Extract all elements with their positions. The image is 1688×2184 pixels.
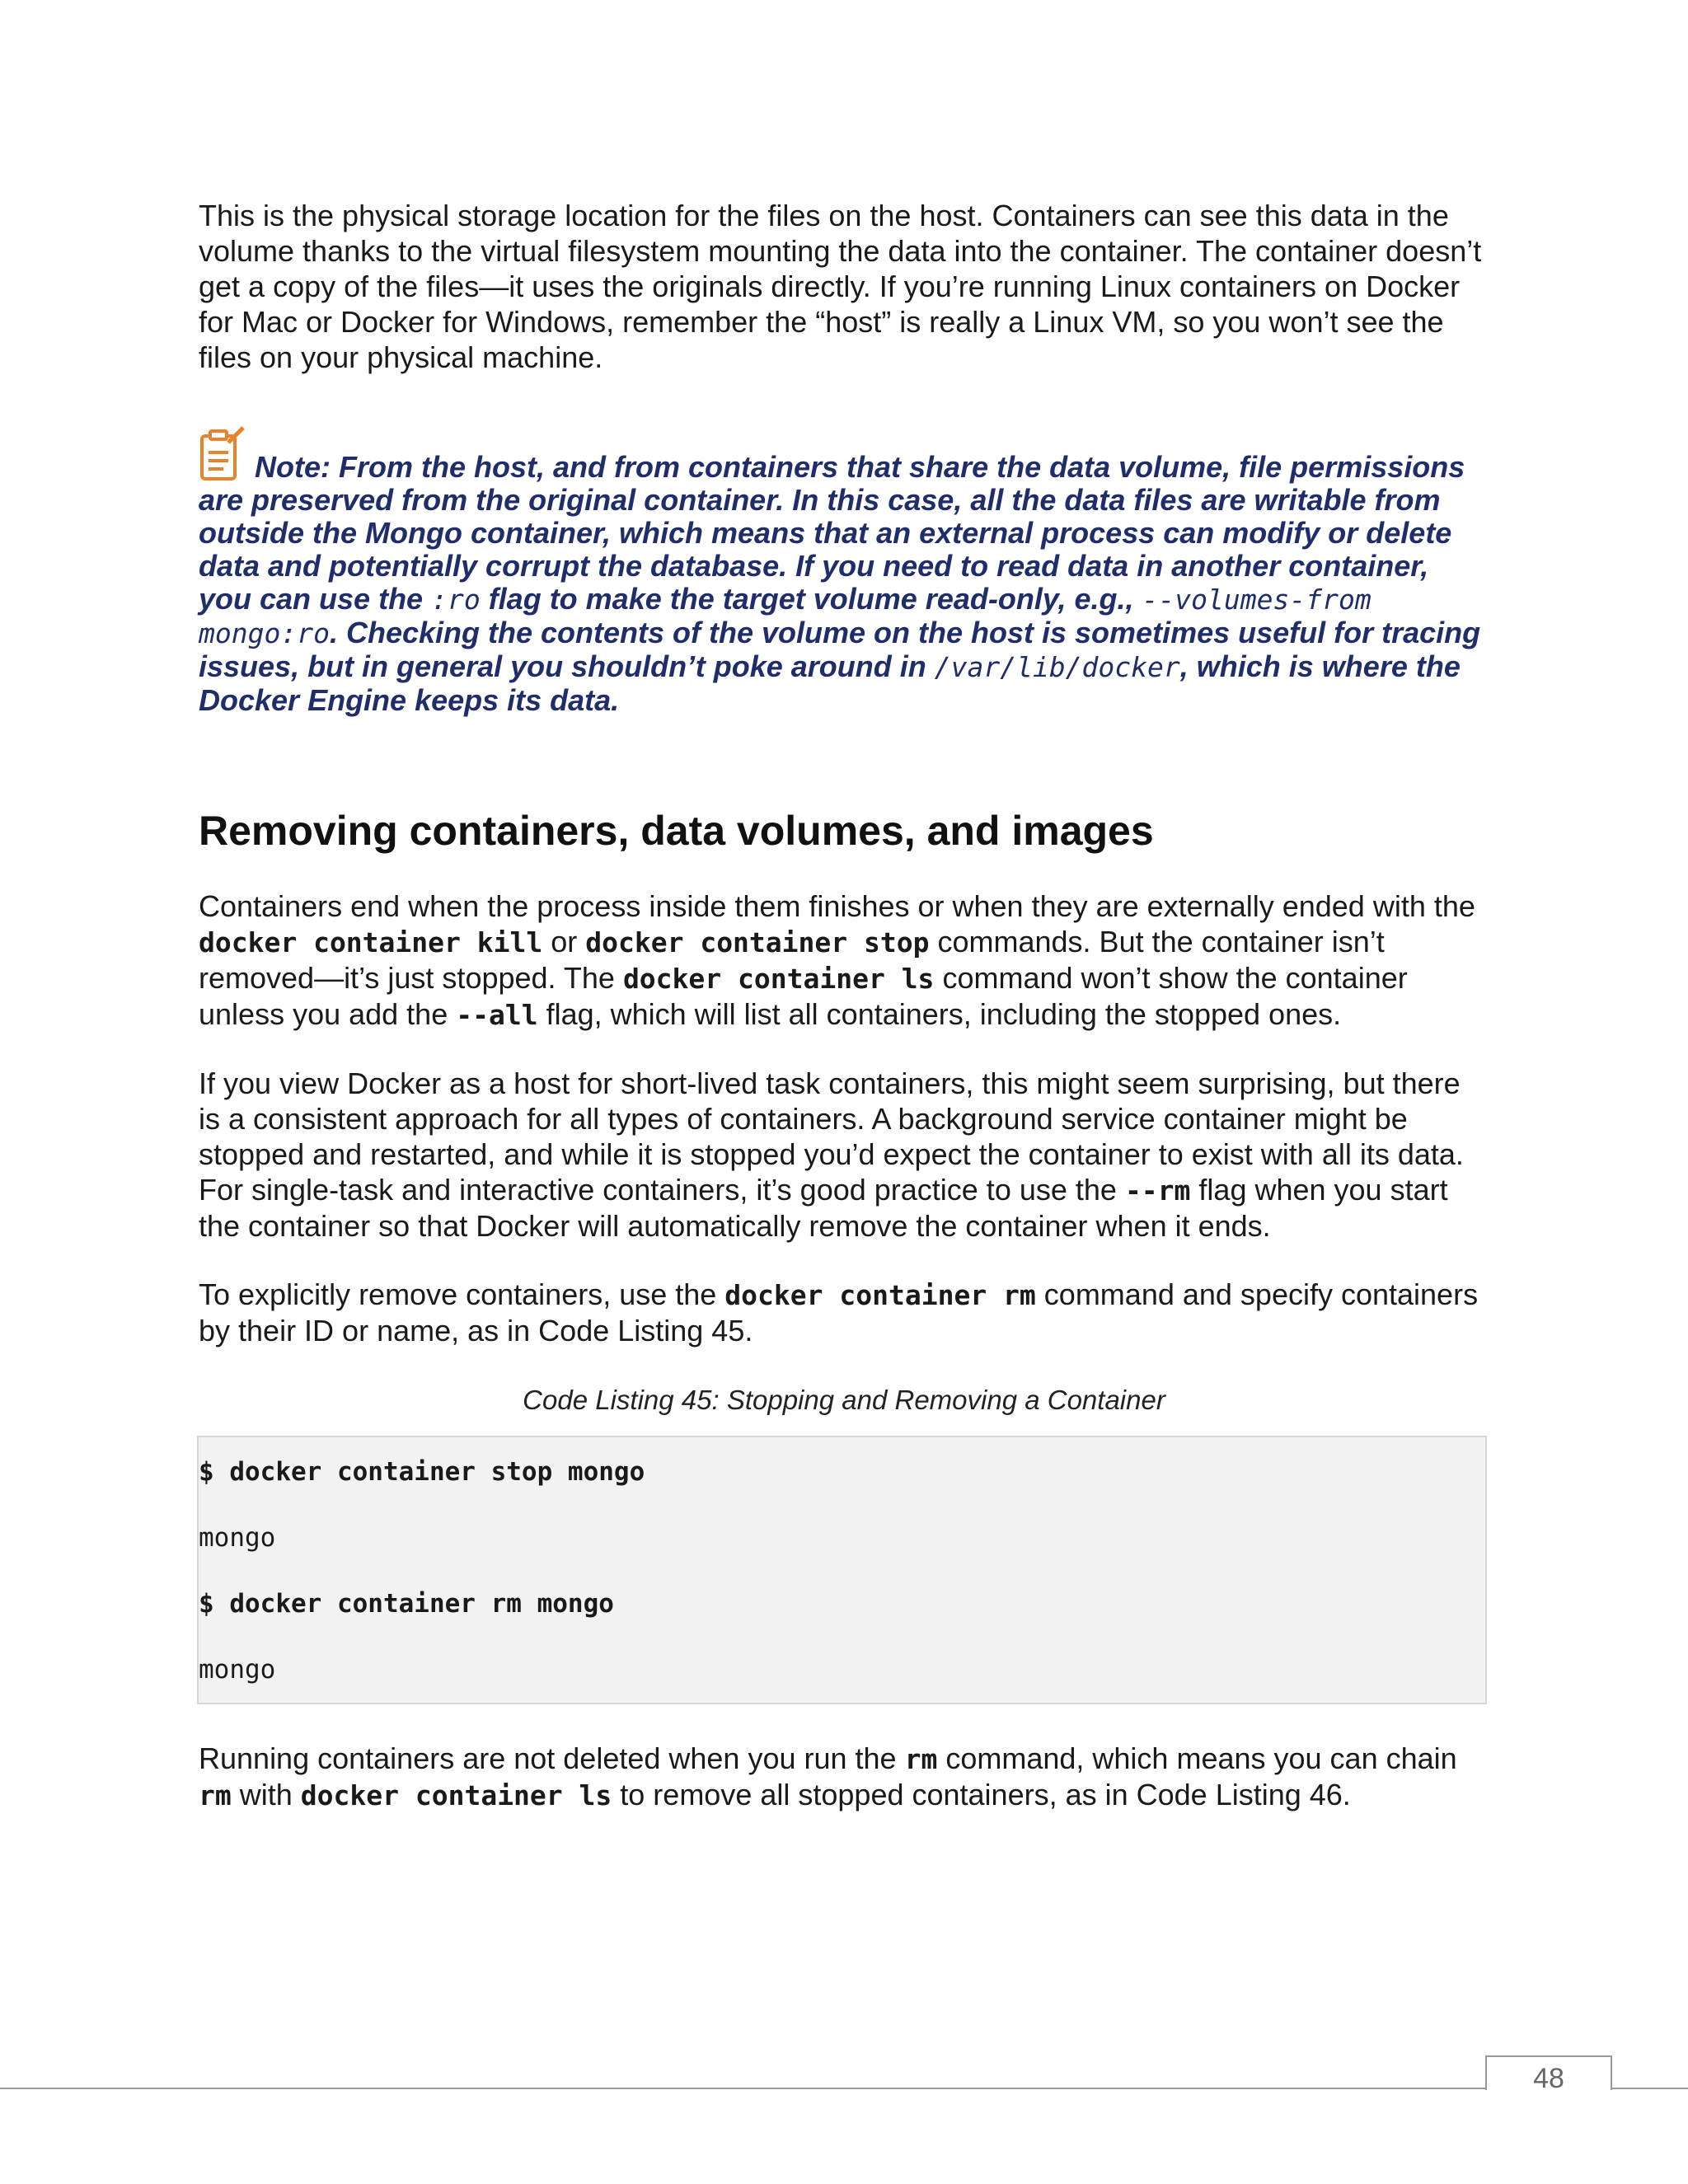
text-run: flag when you start the container so that Docker will automatically remove the container when it ends.: [199, 1173, 1448, 1243]
text-run: command won’t show the container unless you add the: [199, 961, 1408, 1031]
section-heading: Removing containers, data volumes, and images: [199, 808, 1154, 854]
inline-code: docker container rm: [724, 1279, 1036, 1311]
inline-code: rm: [199, 1779, 232, 1811]
page-number: 48: [1533, 2063, 1564, 2094]
note-code-volumes-from: --volumes-from mongo:ro: [199, 583, 1372, 649]
text-run: or: [542, 925, 586, 958]
text-run: Running containers are not deleted when you run the: [199, 1741, 905, 1775]
note-code-path: /var/lib/docker: [934, 651, 1180, 683]
code-line: $ docker container rm mongo: [199, 1589, 614, 1619]
text-run: to remove all stopped containers, as in Code Listing 46.: [612, 1778, 1351, 1811]
code-listing-block: [197, 1436, 1487, 1704]
inline-code: rm: [904, 1743, 938, 1775]
text-run: command and specify containers by their ID or name, as in Code Listing 45.: [199, 1277, 1479, 1347]
inline-code: docker container ls: [622, 963, 935, 995]
note-callout: [199, 424, 1489, 717]
paragraph-explicit-remove: [199, 1277, 1489, 1348]
text-run: command, which means you can chain: [937, 1741, 1457, 1775]
note-code-ro: :ro: [431, 583, 481, 616]
text-run: with: [231, 1778, 301, 1811]
text-run: commands. But the container isn’t removed—it’s just stopped. The: [199, 925, 1385, 995]
code-line: mongo: [199, 1523, 276, 1553]
text-run: Containers end when the process inside them finishes or when they are externally ended with the: [199, 889, 1475, 923]
note-text-2: flag to make the target volume read-only, e.g.,: [480, 582, 1142, 616]
note-text-1: Note: From the host, and from containers that share the data volume, file permissions are preserved from the original container. In this case, all the data files are writable from outside the Mongo container, which means that an external process can modify or delete data and potentially corrupt the database. If you need to read data in another container, you can use the: [199, 450, 1465, 616]
inline-code: docker container ls: [300, 1779, 612, 1811]
note-text-4: , which is where the Docker Engine keeps its data.: [199, 649, 1461, 717]
inline-code: --rm: [1124, 1174, 1191, 1207]
code-line: mongo: [199, 1655, 276, 1685]
note-pencil-icon: [199, 424, 246, 482]
text-run: flag, which will list all containers, including the stopped ones.: [537, 997, 1342, 1031]
paragraph-short-lived: [199, 1066, 1489, 1244]
text-run: If you view Docker as a host for short-lived task containers, this might seem surprising, but there is a consistent approach for all types of containers. A background service container might be stopped and restarted, and while it is stopped you’d expect the container to exist with all its data. For single-task and interactive containers, it’s good practice to use the: [199, 1066, 1464, 1207]
inline-code: --all: [456, 999, 538, 1031]
note-text-3: . Checking the contents of the volume on the host is sometimes useful for tracing issues, but in general you shouldn’t poke around in: [199, 616, 1481, 683]
text-run: To explicitly remove containers, use the: [199, 1277, 725, 1311]
inline-code: docker container kill: [199, 926, 543, 958]
code-listing-caption: Code Listing 45: Stopping and Removing a Container: [523, 1385, 1165, 1415]
intro-paragraph: This is the physical storage location for the files on the host. Containers can see this data in the volume thanks to the virtual filesystem mounting the data into the container. The container doesn’t get a copy of the files—it uses the originals directly. If you’re running Linux containers on Docker for Mac or Docker for Windows, remember the “host” is really a Linux VM, so you won’t see the files on your physical machine.: [199, 199, 1482, 374]
paragraph-running-containers: [199, 1741, 1489, 1813]
paragraph-containers-end: [199, 888, 1489, 1033]
inline-code: docker container stop: [585, 926, 930, 958]
footer-rule: [0, 2088, 1688, 2089]
code-line: $ docker container stop mongo: [199, 1457, 645, 1487]
page-content: [199, 198, 1489, 1813]
